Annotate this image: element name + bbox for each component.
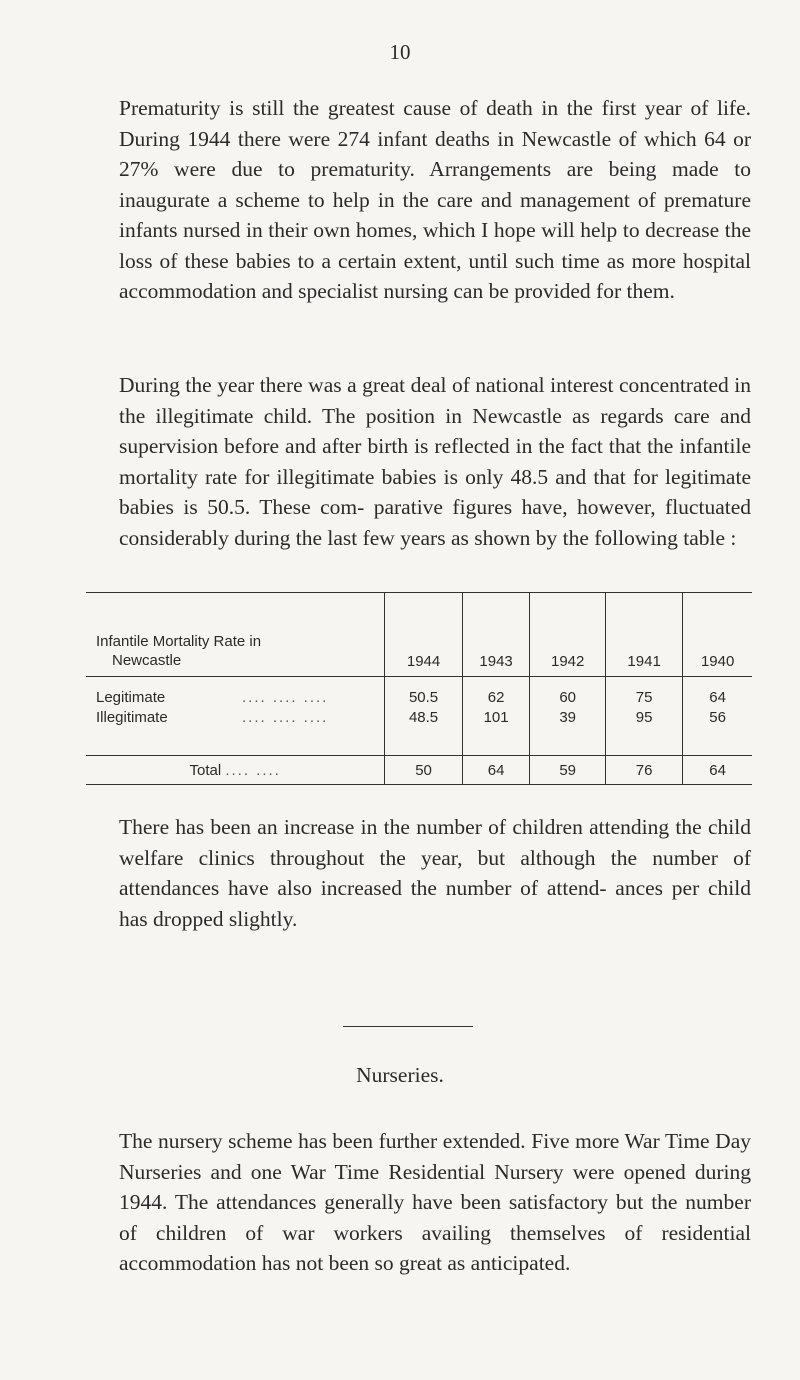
table-cell: 75 <box>605 677 682 710</box>
header-label-line1: Infantile Mortality Rate in <box>96 633 262 650</box>
header-year: 1941 <box>605 593 682 677</box>
paragraph-prematurity: Prematurity is still the greatest cause of death in the first year of life. During 1944 there were 274 infant deaths in Newcastle of which 64 or 27% were due to prematurity. Arrangements are being made to inaugurate a scheme to help in the care and management of premature infants nursed in their own homes, which I hope will help to decrease the loss of these babies to a certain extent, until such time as more hospital accommodation and specialist nursing can be provided for them. <box>119 96 751 303</box>
table-row <box>86 677 752 710</box>
total-label: Total <box>189 761 222 779</box>
table-cell: 62 <box>462 677 530 710</box>
table-cell: 64 <box>683 677 752 710</box>
table-cell: 64 <box>462 756 530 785</box>
infant-mortality-table <box>86 592 752 785</box>
leader-dots: .... .... <box>225 761 281 779</box>
table-spacer-row <box>86 729 752 756</box>
table-cell: 60 <box>530 677 605 710</box>
page-number: 10 <box>389 40 411 64</box>
table-cell: 59 <box>530 756 605 785</box>
section-heading-nurseries: Nurseries. <box>356 1063 444 1087</box>
leader-dots: .... .... .... <box>242 709 329 726</box>
leader-dots: .... .... .... <box>242 689 329 706</box>
row-label: Legitimate <box>96 689 166 706</box>
section-divider <box>343 1026 473 1027</box>
header-year: 1942 <box>530 593 605 677</box>
table-cell: 39 <box>530 709 605 729</box>
paragraph-child-welfare-clinics: There has been an increase in the number of children attending the child welfare clinics throughout the year, but although the number of attendances have also increased the number of attend- ances per child has dropped slightly. <box>119 815 751 931</box>
table-row <box>86 709 752 729</box>
row-label-cell <box>86 709 385 729</box>
header-year: 1944 <box>385 593 462 677</box>
table-cell: 50.5 <box>385 677 462 710</box>
header-year: 1940 <box>683 593 752 677</box>
table-cell: 76 <box>605 756 682 785</box>
table-header-row <box>86 593 752 677</box>
table-cell: 56 <box>683 709 752 729</box>
table-header-label <box>86 593 385 677</box>
total-label-cell <box>86 756 385 785</box>
header-year: 1943 <box>462 593 530 677</box>
row-label: Illegitimate <box>96 709 168 726</box>
table-cell: 95 <box>605 709 682 729</box>
table-cell: 64 <box>683 756 752 785</box>
row-label-cell <box>86 677 385 710</box>
table-total-row <box>86 756 752 785</box>
table-cell: 101 <box>462 709 530 729</box>
paragraph-nursery-scheme: The nursery scheme has been further extended. Five more War Time Day Nurseries and one War Time Residential Nursery were opened during 1944. The attendances generally have been satisfactory but the number of children of war workers availing themselves of residential accommodation has not been so great as anticipated. <box>119 1129 751 1275</box>
header-label-line2: Newcastle <box>112 652 182 669</box>
paragraph-illegitimate-child: During the year there was a great deal of national interest concentrated in the illegitimate child. The position in Newcastle as regards care and supervision before and after birth is reflected in the fact that the infantile mortality rate for illegitimate babies is only 48.5 and that for legitimate babies is 50.5. These com- parative figures have, however, fluctuated considerably during the last few years as shown by the following table : <box>119 373 751 550</box>
table-cell: 48.5 <box>385 709 462 729</box>
table-cell: 50 <box>385 756 462 785</box>
